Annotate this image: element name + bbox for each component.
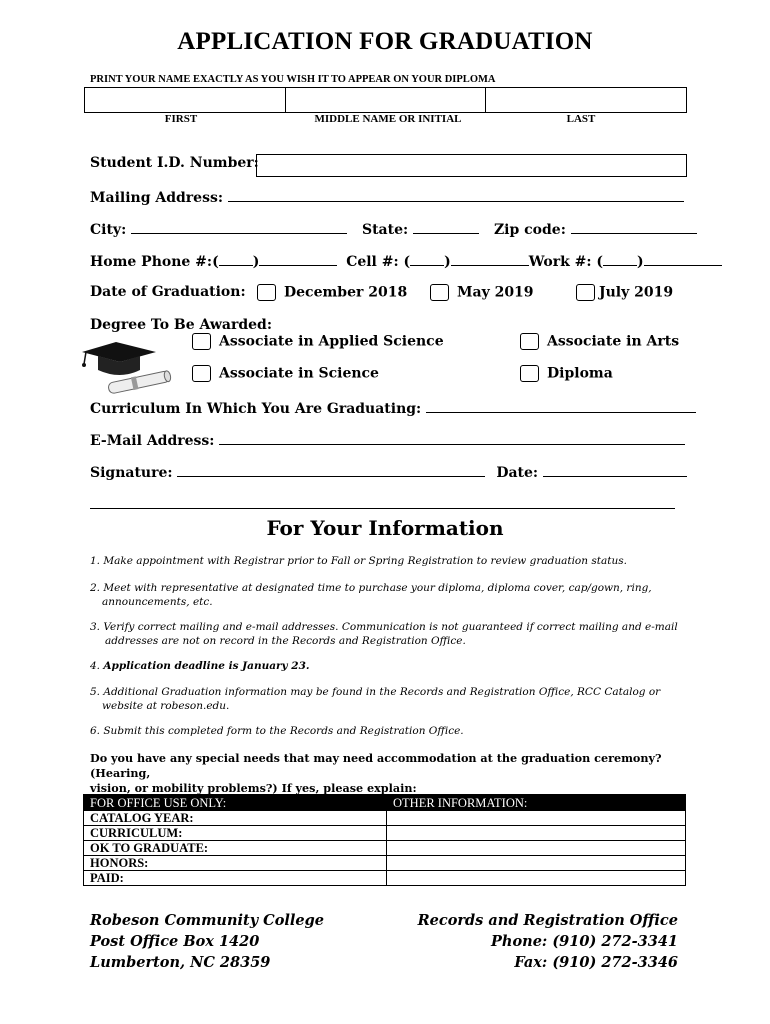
curriculum-label: Curriculum In Which You Are Graduating: (90, 401, 422, 417)
catalog-year-cell[interactable] (387, 811, 686, 826)
option-label: Associate in Arts (547, 333, 680, 350)
item-number: 4. (90, 660, 104, 672)
work-label: Work #: ( (528, 254, 604, 270)
form-title: APPLICATION FOR GRADUATION (177, 28, 593, 55)
option-label: Associate in Science (219, 365, 379, 382)
email-label: E-Mail Address: (90, 433, 215, 449)
cell-phone-field[interactable] (451, 251, 529, 266)
curriculum-office-cell[interactable] (387, 826, 686, 841)
checkbox[interactable] (520, 333, 539, 350)
work-phone-field[interactable] (644, 251, 722, 266)
paren: ) (252, 254, 260, 270)
mailing-address-row (90, 187, 684, 206)
info-item-2 (90, 581, 680, 609)
cell-area-code-field[interactable] (410, 251, 444, 266)
office-contact (418, 910, 678, 973)
checkbox[interactable] (576, 284, 595, 301)
student-id-field[interactable] (256, 154, 687, 177)
ok-to-graduate-label: OK TO GRADUATE: (84, 841, 387, 856)
grad-date-option-dec-2018[interactable] (257, 284, 407, 301)
zip-label: Zip code: (493, 222, 566, 238)
honors-cell[interactable] (387, 856, 686, 871)
item-number: 6. (90, 725, 104, 737)
question-line-1: Do you have any special needs that may need accommodation at the graduation ceremony? (Hearing, (90, 751, 662, 780)
info-item-3 (90, 620, 680, 648)
ok-to-graduate-cell[interactable] (387, 841, 686, 856)
checkbox[interactable] (257, 284, 276, 301)
grad-date-option-may-2019[interactable] (430, 284, 534, 301)
question-line-2: vision, or mobility problems?) If yes, please explain: (90, 781, 417, 795)
catalog-year-label: CATALOG YEAR: (84, 811, 387, 826)
mailing-address-field[interactable] (228, 187, 684, 202)
item-text: Meet with representative at designated time to purchase your diploma, diploma cover, cap/gown, ring, (103, 582, 652, 594)
degree-option-aas[interactable] (192, 333, 444, 350)
office-use-header: FOR OFFICE USE ONLY: (84, 795, 387, 811)
graduation-date-label: Date of Graduation: (90, 284, 246, 300)
email-row (90, 430, 685, 449)
checkbox[interactable] (192, 365, 211, 382)
item-text: Submit this completed form to the Records and Registration Office. (103, 725, 464, 737)
checkbox[interactable] (192, 333, 211, 350)
phone-number: Phone: (910) 272-3341 (491, 933, 678, 950)
last-name-label: LAST (566, 113, 596, 125)
fax-number: Fax: (910) 272-3346 (514, 954, 678, 971)
item-number: 2. (90, 582, 104, 594)
signature-label: Signature: (90, 465, 173, 481)
grad-date-option-jul-2019[interactable] (576, 284, 673, 301)
city-state: Lumberton, NC 28359 (90, 954, 271, 971)
curriculum-office-label: CURRICULUM: (84, 826, 387, 841)
item-number: 3. (90, 621, 104, 633)
mailing-address-label: Mailing Address: (90, 190, 224, 206)
office-name: Records and Registration Office (417, 912, 678, 929)
po-box: Post Office Box 1420 (90, 933, 260, 950)
item-text: Make appointment with Registrar prior to Fall or Spring Registration to review graduation status. (103, 555, 627, 567)
date-field[interactable] (543, 462, 687, 477)
item-text: Verify correct mailing and e-mail addresses. Communication is not guaranteed if correct mailing and e-mail (103, 621, 678, 633)
name-instruction: PRINT YOUR NAME EXACTLY AS YOU WISH IT TO APPEAR ON YOUR DIPLOMA (90, 74, 496, 85)
honors-label: HONORS: (84, 856, 387, 871)
option-label: May 2019 (457, 284, 534, 301)
middle-name-label: MIDDLE NAME OR INITIAL (314, 113, 462, 125)
degree-option-as[interactable] (192, 365, 379, 382)
middle-name-field[interactable] (286, 88, 487, 112)
home-area-code-field[interactable] (219, 251, 253, 266)
college-address (90, 910, 324, 973)
college-name: Robeson Community College (90, 912, 324, 929)
info-item-5 (90, 685, 680, 713)
checkbox[interactable] (430, 284, 449, 301)
paid-cell[interactable] (387, 871, 686, 886)
item-number: 1. (90, 555, 104, 567)
item-text-cont: announcements, etc. (102, 596, 213, 608)
home-phone-label: Home Phone #:( (90, 254, 219, 270)
degree-label: Degree To Be Awarded: (90, 317, 272, 333)
phone-row (90, 251, 722, 270)
first-name-label: FIRST (164, 113, 198, 125)
city-field[interactable] (131, 219, 347, 234)
graduation-cap-and-diploma-icon (76, 330, 180, 396)
work-area-code-field[interactable] (603, 251, 637, 266)
option-label: December 2018 (284, 284, 408, 301)
info-item-6 (90, 724, 680, 738)
info-item-4 (90, 659, 680, 673)
item-number: 5. (90, 686, 104, 698)
cell-label: Cell #: ( (346, 254, 411, 270)
option-label: Diploma (547, 365, 613, 382)
last-name-field[interactable] (486, 88, 686, 112)
city-label: City: (90, 222, 127, 238)
option-label: July 2019 (599, 284, 674, 301)
section-divider (90, 508, 675, 509)
degree-option-diploma[interactable] (520, 365, 613, 382)
item-text: Additional Graduation information may be found in the Records and Registration Office, RCC Catalog or (103, 686, 661, 698)
degree-option-aa[interactable] (520, 333, 679, 350)
city-state-zip-row (90, 219, 697, 238)
curriculum-row (90, 398, 696, 417)
info-heading: For Your Information (266, 516, 504, 540)
curriculum-field[interactable] (426, 398, 696, 413)
paren: ) (444, 254, 451, 270)
option-label: Associate in Applied Science (219, 333, 444, 350)
paren: ) (637, 254, 644, 270)
state-field[interactable] (413, 219, 479, 234)
email-field[interactable] (219, 430, 685, 445)
other-info-header: OTHER INFORMATION: (387, 795, 686, 811)
deadline-text: Application deadline is January 23. (103, 660, 310, 672)
paid-label: PAID: (84, 871, 387, 886)
item-text-cont: addresses are not on record in the Records and Registration Office. (105, 635, 466, 647)
item-text-cont: website at robeson.edu. (102, 700, 230, 712)
student-id-label: Student I.D. Number: (90, 155, 259, 171)
signature-row (90, 462, 687, 481)
office-use-table (83, 794, 686, 886)
zip-field[interactable] (571, 219, 697, 234)
first-name-field[interactable] (85, 88, 286, 112)
signature-field[interactable] (177, 462, 485, 477)
date-label: Date: (496, 465, 539, 481)
home-phone-field[interactable] (259, 251, 337, 266)
state-label: State: (361, 222, 409, 238)
name-fields (84, 87, 687, 113)
checkbox[interactable] (520, 365, 539, 382)
info-item-1 (90, 554, 680, 568)
